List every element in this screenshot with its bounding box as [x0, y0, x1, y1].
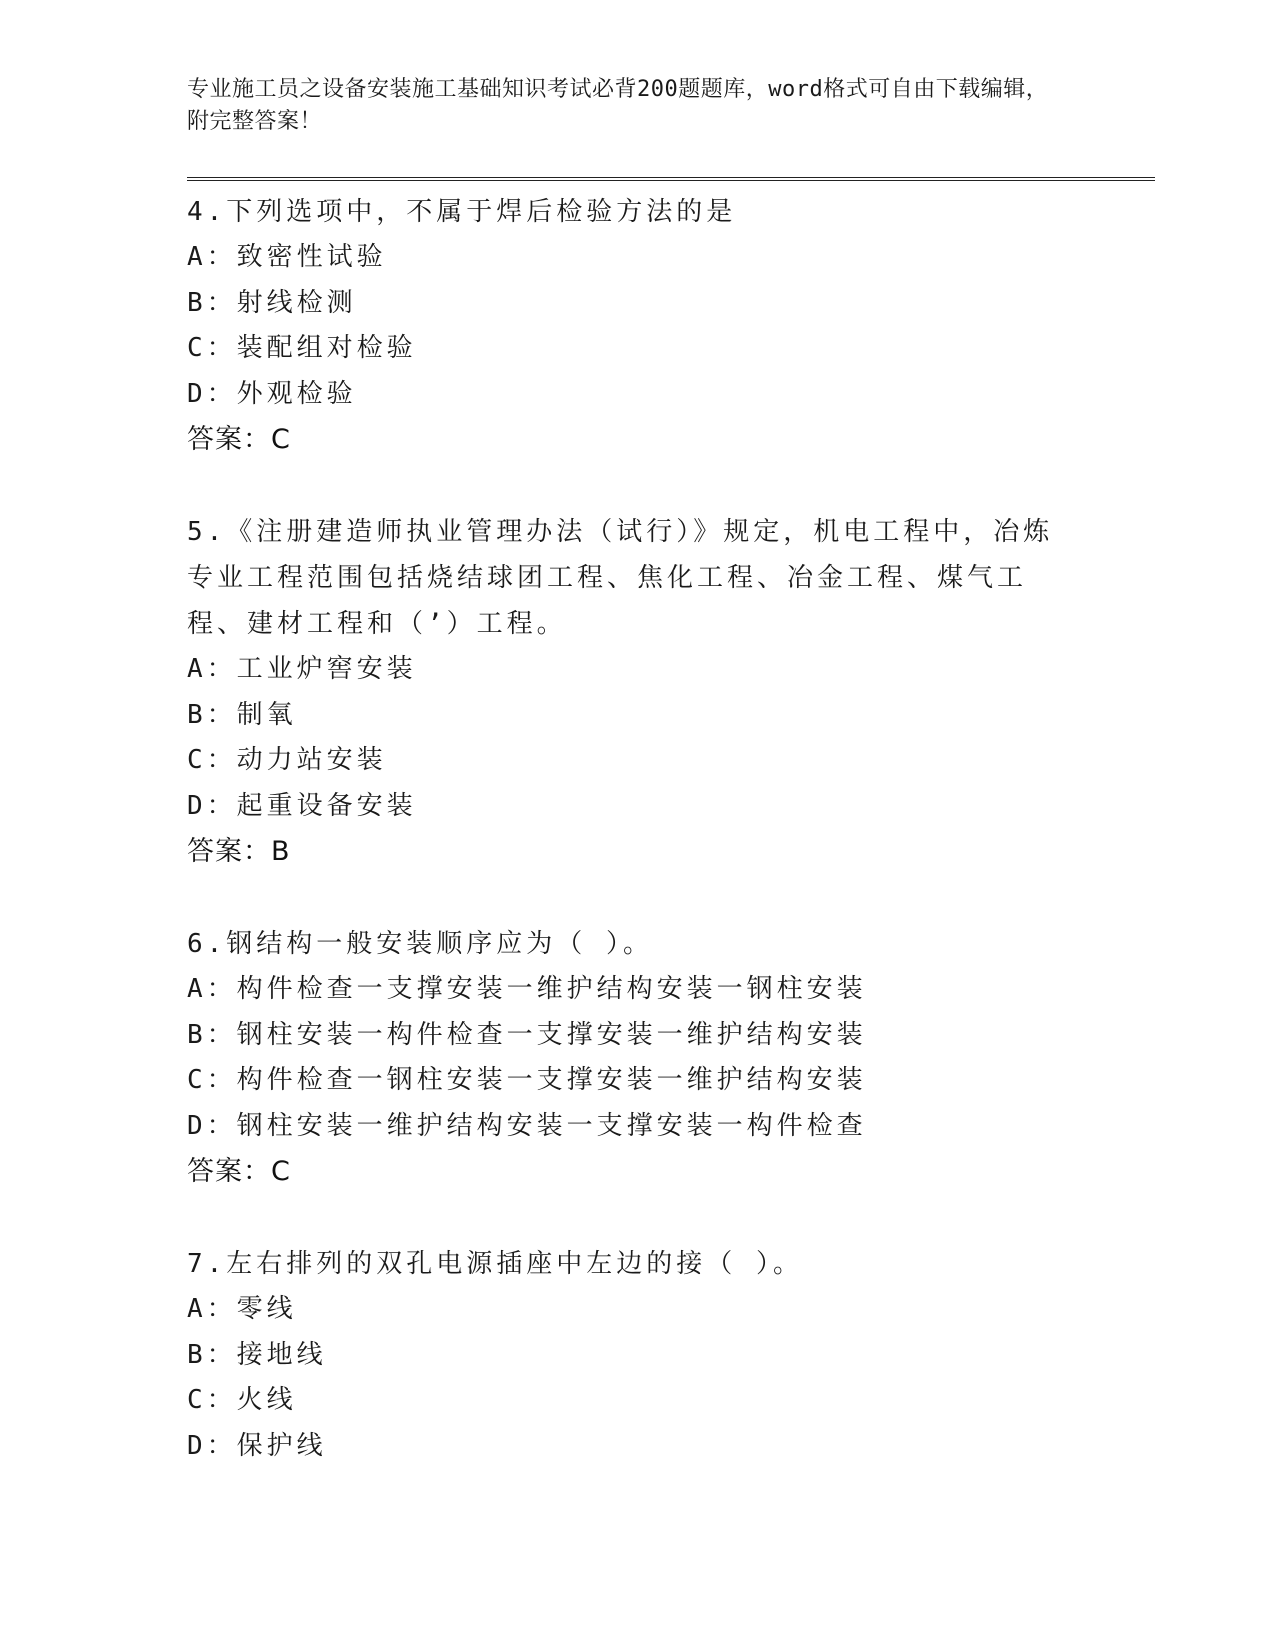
option-b: B：接地线: [187, 1339, 327, 1370]
option-a: A：致密性试验: [187, 242, 387, 272]
answer: 答案：C: [187, 1156, 291, 1187]
option-a: A：工业炉窖安装: [187, 654, 417, 684]
question-list: [187, 189, 1067, 1515]
question-4: [187, 189, 1067, 463]
document-header: 专业施工员之设备安装施工基础知识考试必背200题题库，word格式可自由下载编辑，附完整答案！: [187, 77, 1049, 134]
option-b: B：制氧: [187, 699, 297, 730]
header-divider: [187, 177, 1155, 181]
option-d: D：起重设备安装: [187, 790, 417, 821]
question-5: [187, 509, 1067, 875]
option-c: C：构件检查一钢柱安装一支撑安装一维护结构安装: [187, 1065, 867, 1095]
question-7: [187, 1241, 1067, 1469]
option-d: D：保护线: [187, 1430, 327, 1461]
question-stem: 6.钢结构一般安装顺序应为（ ）。: [187, 929, 653, 959]
option-c: C：火线: [187, 1385, 297, 1415]
question-6: [187, 921, 1067, 1195]
question-stem: 4.下列选项中，不属于焊后检验方法的是: [187, 197, 737, 227]
option-c: C：装配组对检验: [187, 333, 417, 363]
option-b: B：射线检测: [187, 287, 357, 318]
question-stem: 7.左右排列的双孔电源插座中左边的接（ ）。: [187, 1249, 803, 1279]
question-stem: 5.《注册建造师执业管理办法（试行）》规定，机电工程中，冶炼专业工程范围包括烧结球团工程、焦化工程、冶金工程、煤气工程、建材工程和（’）工程。: [187, 517, 1054, 639]
option-a: A：零线: [187, 1294, 297, 1324]
option-a: A：构件检查一支撑安装一维护结构安装一钢柱安装: [187, 974, 867, 1004]
answer: 答案：C: [187, 424, 291, 455]
option-c: C：动力站安装: [187, 745, 387, 775]
option-b: B：钢柱安装一构件检查一支撑安装一维护结构安装: [187, 1019, 867, 1050]
answer: 答案：B: [187, 836, 291, 867]
option-d: D：钢柱安装一维护结构安装一支撑安装一构件检查: [187, 1110, 867, 1141]
option-d: D：外观检验: [187, 378, 357, 409]
